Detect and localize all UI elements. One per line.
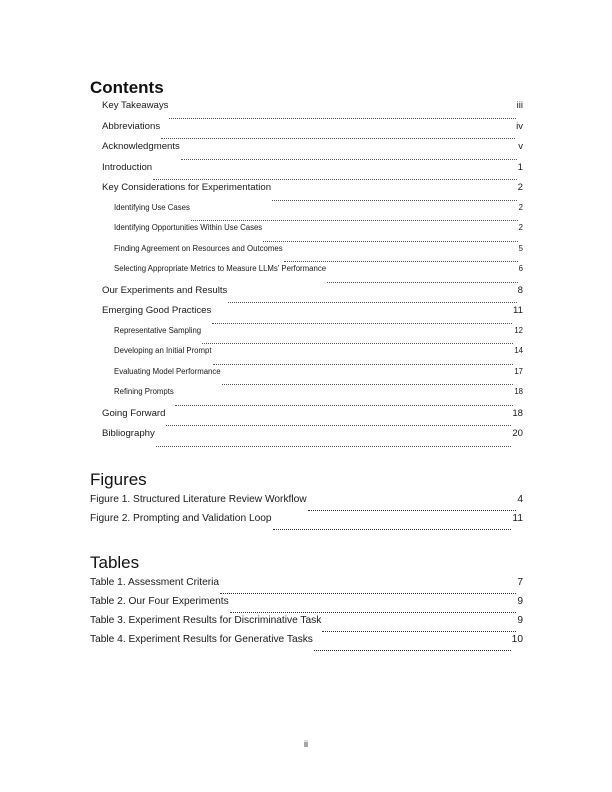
toc-entry-label: Table 2. Our Four Experiments	[90, 596, 229, 607]
toc-entry-page: iii	[516, 100, 523, 111]
toc-entry-label: Abbreviations	[102, 120, 161, 132]
contents-entry[interactable]	[90, 244, 523, 265]
dot-leader	[308, 510, 517, 511]
toc-entry-label: Finding Agreement on Resources and Outcomes	[114, 243, 283, 253]
toc-entry-page: 9	[517, 596, 523, 607]
contents-entry[interactable]	[90, 182, 523, 203]
toc-entry-label: Selecting Appropriate Metrics to Measure LLMs’ Performance	[114, 264, 327, 273]
dot-leader	[228, 302, 516, 303]
toc-entry-page: 8	[517, 284, 523, 296]
toc-entry-page: 6	[518, 264, 523, 273]
contents-entry[interactable]	[90, 100, 523, 121]
contents-entry[interactable]	[90, 305, 523, 326]
contents-entry[interactable]	[90, 121, 523, 142]
figure-entry[interactable]	[90, 513, 523, 532]
toc-entry-label: Acknowledgments	[102, 141, 180, 152]
contents-list	[90, 100, 523, 449]
dot-leader	[175, 405, 514, 406]
dot-leader	[327, 282, 518, 283]
toc-entry-page: v	[518, 141, 523, 152]
toc-entry-page: 11	[513, 305, 523, 316]
dot-leader	[273, 529, 512, 530]
toc-entry-page: 18	[512, 407, 523, 419]
contents-entry[interactable]	[90, 326, 523, 347]
toc-entry-label: Figure 1. Structured Literature Review Workflow	[90, 494, 307, 505]
toc-entry-label: Bibliography	[102, 428, 155, 439]
toc-entry-page: 18	[514, 387, 523, 396]
toc-entry-page: 2	[518, 202, 523, 212]
dot-leader	[284, 261, 518, 262]
dot-leader	[156, 446, 512, 447]
toc-entry-label: Emerging Good Practices	[102, 305, 212, 316]
toc-entry-label: Representative Sampling	[114, 325, 202, 335]
contents-entry[interactable]	[90, 162, 523, 183]
toc-entry-label: Refining Prompts	[114, 387, 174, 396]
toc-entry-page: 12	[514, 325, 523, 335]
contents-entry[interactable]	[90, 141, 523, 162]
toc-entry-page: 2	[518, 223, 523, 232]
toc-entry-page: 1	[517, 161, 523, 173]
dot-leader	[166, 425, 511, 426]
toc-entry-label: Identifying Use Cases	[114, 202, 190, 212]
toc-entry-label: Table 4. Experiment Results for Generative Tasks	[90, 634, 313, 645]
toc-entry-page: 4	[517, 494, 523, 505]
figure-entry[interactable]	[90, 494, 523, 513]
tables-list	[90, 577, 523, 653]
dot-leader	[181, 159, 517, 160]
toc-entry-page: iv	[516, 120, 523, 132]
dot-leader	[272, 200, 517, 201]
toc-entry-page: 2	[517, 182, 523, 193]
figures-list	[90, 494, 523, 532]
dot-leader	[153, 179, 517, 180]
table-entry[interactable]	[90, 615, 523, 634]
toc-entry-page: 14	[514, 346, 523, 355]
contents-entry[interactable]	[90, 223, 523, 244]
contents-entry[interactable]	[90, 367, 523, 388]
figures-heading: Figures	[90, 470, 147, 489]
toc-entry-page: 11	[512, 513, 523, 524]
table-entry[interactable]	[90, 596, 523, 615]
dot-leader	[222, 384, 514, 385]
toc-entry-label: Evaluating Model Performance	[114, 366, 221, 376]
dot-leader	[202, 343, 513, 344]
contents-entry[interactable]	[90, 264, 523, 285]
dot-leader	[161, 138, 515, 139]
contents-entry[interactable]	[90, 203, 523, 224]
contents-entry[interactable]	[90, 408, 523, 429]
dot-leader	[169, 118, 515, 119]
dot-leader	[263, 241, 517, 242]
contents-heading: Contents	[90, 78, 164, 97]
toc-entry-label: Figure 2. Prompting and Validation Loop	[90, 513, 272, 524]
dot-leader	[230, 612, 517, 613]
dot-leader	[322, 631, 516, 632]
dot-leader	[314, 650, 511, 651]
toc-entry-page: 10	[511, 634, 523, 645]
toc-entry-label: Our Experiments and Results	[102, 284, 228, 296]
tables-heading: Tables	[90, 553, 140, 572]
page-number: ii	[304, 739, 308, 749]
toc-entry-label: Key Takeaways	[102, 100, 169, 111]
dot-leader	[191, 220, 518, 221]
dot-leader	[213, 364, 514, 365]
toc-entry-label: Developing an Initial Prompt	[114, 346, 212, 355]
toc-entry-label: Table 1. Assessment Criteria	[90, 577, 220, 588]
contents-entry[interactable]	[90, 285, 523, 306]
toc-entry-label: Introduction	[102, 161, 153, 173]
toc-entry-page: 17	[514, 366, 523, 376]
contents-entry[interactable]	[90, 387, 523, 408]
toc-entry-page: 7	[517, 577, 523, 588]
toc-entry-label: Going Forward	[102, 407, 166, 419]
table-entry[interactable]	[90, 577, 523, 596]
dot-leader	[212, 323, 512, 324]
toc-entry-label: Table 3. Experiment Results for Discriminative Task	[90, 615, 322, 626]
toc-entry-page: 5	[518, 243, 523, 253]
table-entry[interactable]	[90, 634, 523, 653]
toc-entry-page: 9	[517, 615, 523, 626]
contents-entry[interactable]	[90, 428, 523, 449]
dot-leader	[220, 593, 516, 594]
toc-entry-label: Key Considerations for Experimentation	[102, 182, 272, 193]
toc-entry-page: 20	[512, 428, 523, 439]
toc-entry-label: Identifying Opportunities Within Use Cases	[114, 223, 263, 232]
contents-entry[interactable]	[90, 346, 523, 367]
